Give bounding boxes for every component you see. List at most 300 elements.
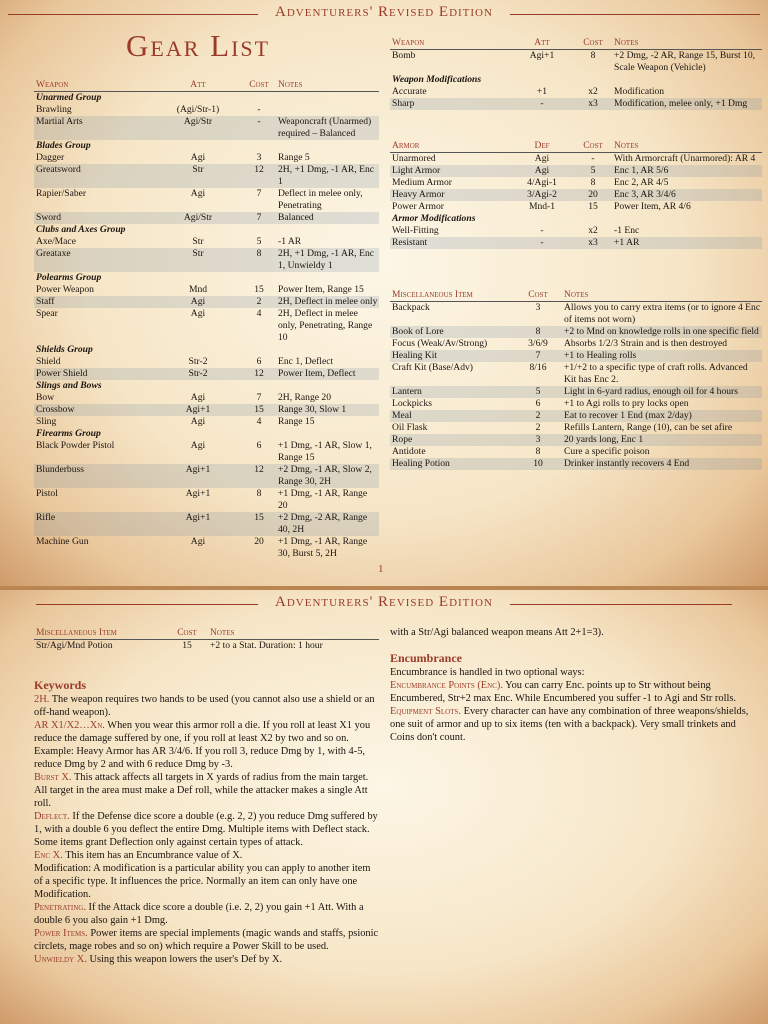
attribute-value: - (540, 225, 544, 236)
encumbrance-intro: Encumbrance is handled in two optional ways: (390, 667, 585, 678)
running-title: Adventurers' Revised Edition (275, 4, 493, 20)
group-label: Slings and Bows (36, 380, 102, 391)
group-heading (390, 213, 762, 225)
notes-value: Cure a specific poison (564, 446, 650, 457)
keyword-description: Every character can have any combination of three weapons/shields, one suit of armor and up to six items (ten with a backpack). Very small trinkets and Coins don't count. (390, 706, 749, 743)
item-name: Accurate (392, 86, 427, 97)
item-name: Lockpicks (392, 398, 432, 409)
table-header-row (390, 36, 762, 50)
table-header-row (390, 139, 762, 153)
notes-value: Range 15 (278, 416, 315, 427)
notes-value: +1 Dmg, -1 AR, Range 30, Burst 5, 2H (278, 536, 368, 559)
column-header: Armor (392, 141, 420, 151)
item-name: Sling (36, 416, 57, 427)
column-header: Cost (177, 628, 197, 638)
cost-value: 3 (256, 152, 262, 163)
notes-value: +1 AR (614, 237, 640, 248)
notes-value: Enc 3, AR 3/4/6 (614, 189, 676, 200)
group-heading (34, 92, 379, 104)
notes-value: +2 Dmg, -2 AR, Range 40, 2H (278, 512, 368, 535)
armor-table (390, 139, 762, 249)
table-row (34, 212, 379, 224)
keyword-term: Penetrating. (34, 902, 86, 913)
item-name: Sharp (392, 98, 415, 109)
page-number: 1 (378, 563, 384, 575)
attribute-value: Agi (190, 392, 206, 403)
cost-value: 15 (254, 284, 264, 295)
group-label: Clubs and Axes Group (36, 224, 126, 235)
notes-value: 2H, +1 Dmg, -1 AR, Enc 1 (278, 164, 375, 187)
column-header: Att (534, 38, 550, 48)
cost-value: 3/6/9 (528, 338, 548, 349)
notes-value: Power Item, Deflect (278, 368, 356, 379)
keyword-term: Enc X. (34, 850, 63, 861)
spacer (390, 639, 760, 651)
encumbrance-section (390, 626, 760, 744)
cost-value: x3 (588, 237, 598, 248)
notes-value: Weaponcraft (Unarmed) required – Balanced (278, 116, 372, 139)
item-name: Bow (36, 392, 55, 403)
item-name: Medium Armor (392, 177, 452, 188)
column-header: Cost (583, 38, 603, 48)
notes-value: With Armorcraft (Unarmored): AR 4 (614, 153, 756, 164)
column-header: Notes (278, 80, 303, 90)
notes-value: Enc 2, AR 4/5 (614, 177, 669, 188)
cost-value: 3 (535, 434, 541, 445)
item-name: Oil Flask (392, 422, 428, 433)
table-row (390, 386, 762, 398)
cost-value: 5 (590, 165, 596, 176)
column-header: Cost (528, 290, 548, 300)
cost-value: 2 (256, 296, 262, 307)
cost-value: 6 (256, 440, 262, 451)
cost-value: 15 (254, 404, 264, 415)
table-row (34, 368, 379, 380)
item-name: Well-Fitting (392, 225, 439, 236)
keyword-description: This item has an Encumbrance value of X. (62, 850, 243, 861)
attribute-value: Agi (190, 416, 206, 427)
cost-value: 4 (256, 308, 262, 319)
running-header-2 (0, 594, 768, 614)
keyword-entry (34, 953, 380, 966)
keyword-entry (34, 849, 380, 862)
table-row (34, 464, 379, 488)
attribute-value: Agi+1 (185, 464, 211, 475)
cost-value: 20 (588, 189, 598, 200)
table-row (34, 416, 379, 428)
table-row (390, 398, 762, 410)
item-name: Staff (36, 296, 55, 307)
cost-value: x2 (588, 225, 598, 236)
table-header-row (34, 626, 379, 640)
keyword-description: This attack affects all targets in X yards of radius from the main target. All target in the area must make a Def roll, while the attacker makes a single Att roll. (34, 772, 369, 809)
keyword-entry (34, 719, 380, 745)
attribute-value: Mnd (188, 284, 208, 295)
item-name: Heavy Armor (392, 189, 445, 200)
cost-value: 15 (182, 640, 192, 651)
misc-items-table (390, 288, 762, 470)
attribute-value: Agi/Str (183, 116, 213, 127)
table-row (390, 326, 762, 338)
notes-value: +1 to Healing rolls (564, 350, 637, 361)
table-row (390, 410, 762, 422)
attribute-value: Agi+1 (185, 512, 211, 523)
item-name: Craft Kit (Base/Adv) (392, 362, 473, 373)
cost-value: 15 (254, 512, 264, 523)
attribute-value: +1 (536, 86, 548, 97)
keyword-entry (34, 771, 380, 810)
table-row (390, 434, 762, 446)
attribute-value: (Agi/Str-1) (176, 104, 220, 115)
cost-value: 5 (256, 236, 262, 247)
notes-value: Drinker instantly recovers 4 End (564, 458, 690, 469)
item-name: Antidote (392, 446, 426, 457)
keyword-entry (34, 927, 380, 953)
attribute-value: Agi (190, 308, 206, 319)
notes-value: -1 AR (278, 236, 302, 247)
keyword-description: Modification: A modification is a particular ability you can apply to another item of a specific type. It influences the price. Normally an item can only have one Modification. (34, 863, 371, 900)
keyword-term: Encumbrance Points (Enc). (390, 680, 503, 691)
running-title: Adventurers' Revised Edition (275, 594, 493, 610)
item-name: Greatsword (36, 164, 81, 175)
table-row (390, 422, 762, 434)
column-header: Notes (614, 141, 639, 151)
column-header: Weapon (392, 38, 425, 48)
attribute-value: - (540, 237, 544, 248)
table-row (34, 440, 379, 464)
cost-value: - (257, 116, 261, 127)
attribute-value: - (540, 98, 544, 109)
column-header: Notes (564, 290, 589, 300)
table-row (390, 177, 762, 189)
notes-value: Light in 6-yard radius, enough oil for 4 hours (564, 386, 738, 397)
keyword-description: When you wear this armor roll a die. If you roll at least X1 you reduce the damage suffered by one, if you roll at least X2 by two and so on. (34, 720, 371, 744)
column-header: Weapon (36, 80, 69, 90)
encumbrance-rule (390, 705, 760, 744)
weapons-table (34, 78, 379, 560)
notes-value: Eat to recover 1 End (max 2/day) (564, 410, 692, 421)
group-label: Armor Modifications (392, 213, 476, 224)
notes-value: 2H, Deflect in melee only (278, 296, 378, 307)
keyword-entry (34, 901, 380, 927)
attribute-value: Agi (190, 440, 206, 451)
notes-value: Range 5 (278, 152, 310, 163)
cost-value: 6 (256, 356, 262, 367)
notes-value: +1 to Agi rolls to pry locks open (564, 398, 689, 409)
keyword-description: Using this weapon lowers the user's Def by X. (86, 954, 283, 965)
table-row (34, 512, 379, 536)
attribute-value: 3/Agi-2 (527, 189, 557, 200)
keywords-section (34, 678, 380, 966)
notes-value: Enc 1, Deflect (278, 356, 334, 367)
table-row (390, 302, 762, 326)
cost-value: 2 (535, 422, 541, 433)
table-row (390, 338, 762, 350)
group-label: Shields Group (36, 344, 93, 355)
table-row (390, 201, 762, 213)
table-row (390, 362, 762, 386)
right-weapons-table (390, 36, 762, 110)
table-row (34, 188, 379, 212)
column-header: Miscellaneous Item (392, 290, 473, 300)
table-row (34, 152, 379, 164)
notes-value: 2H, Deflect in melee only, Penetrating, Range 10 (278, 308, 373, 343)
keyword-term: Equipment Slots. (390, 706, 461, 717)
keyword-term: Power Items. (34, 928, 88, 939)
notes-value: +1 Dmg, -1 AR, Range 20 (278, 488, 368, 511)
column-header: Att (190, 80, 206, 90)
group-heading (34, 344, 379, 356)
notes-value: 2H, Range 20 (278, 392, 332, 403)
item-name: Healing Kit (392, 350, 438, 361)
table-row (390, 86, 762, 98)
group-heading (34, 224, 379, 236)
column-header: Cost (583, 141, 603, 151)
attribute-value: Agi (534, 153, 550, 164)
notes-value: Enc 1, AR 5/6 (614, 165, 669, 176)
page-title: Gear List (126, 28, 271, 63)
table-row (390, 446, 762, 458)
notes-value: 2H, +1 Dmg, -1 AR, Enc 1, Unwieldy 1 (278, 248, 375, 271)
continued-text: with a Str/Agi balanced weapon means Att 2+1=3). (390, 627, 604, 638)
header-rule-right (510, 604, 732, 605)
group-label: Unarmed Group (36, 92, 102, 103)
notes-value: -1 Enc (614, 225, 640, 236)
cost-value: 7 (256, 392, 262, 403)
table-row (390, 237, 762, 249)
cost-value: 8 (535, 446, 541, 457)
notes-value: Absorbs 1/2/3 Strain and is then destroyed (564, 338, 728, 349)
item-name: Shield (36, 356, 61, 367)
table-row (34, 248, 379, 272)
attribute-value: Agi+1 (185, 488, 211, 499)
keyword-term: AR X1/X2…Xn. (34, 720, 105, 731)
cost-value: 10 (533, 458, 543, 469)
item-name: Spear (36, 308, 58, 319)
item-name: Axe/Mace (36, 236, 76, 247)
keyword-term: Unwieldy X. (34, 954, 87, 965)
attribute-value: Agi (534, 165, 550, 176)
item-name: Dagger (36, 152, 65, 163)
column-header: Def (534, 141, 550, 151)
group-label: Weapon Modifications (392, 74, 482, 85)
keyword-entry (34, 810, 380, 849)
table-row (390, 225, 762, 237)
item-name: Backpack (392, 302, 430, 313)
notes-value: +2 to Mnd on knowledge rolls in one specific field (564, 326, 759, 337)
cost-value: 8/16 (529, 362, 547, 373)
attribute-value: Str-2 (188, 356, 208, 367)
item-name: Str/Agi/Mnd Potion (36, 640, 113, 651)
notes-value: +2 to a Stat. Duration: 1 hour (210, 640, 323, 651)
notes-value: Allows you to carry extra items (or to ignore 4 Enc of items not worn) (564, 302, 761, 325)
column-header: Cost (249, 80, 269, 90)
keyword-description: Power items are special implements (magic wands and staffs, psionic circlets, mage robes and so on) which require a Power Skill to be used. (34, 928, 379, 952)
group-heading (34, 140, 379, 152)
keyword-description: Example: Heavy Armor has AR 3/4/6. If you roll 3, reduce Dmg by 1, with 4-5, reduce Dmg by 2 and with 6 reduce Dmg by -3. (34, 746, 365, 770)
group-heading (34, 272, 379, 284)
item-name: Power Shield (36, 368, 88, 379)
attribute-value: Agi (190, 536, 206, 547)
column-header: Notes (614, 38, 639, 48)
notes-value: +2 Dmg, -1 AR, Slow 2, Range 30, 2H (278, 464, 372, 487)
item-name: Brawling (36, 104, 72, 115)
group-heading (390, 74, 762, 86)
item-name: Light Armor (392, 165, 441, 176)
group-heading (34, 428, 379, 440)
attribute-value: Agi/Str (183, 212, 213, 223)
header-rule-right (510, 14, 760, 15)
notes-value: Range 30, Slow 1 (278, 404, 347, 415)
cost-value: 8 (256, 488, 262, 499)
attribute-value: Agi (190, 152, 206, 163)
notes-value (276, 104, 379, 116)
table-row (34, 488, 379, 512)
table-row (34, 536, 379, 560)
keyword-entry (34, 745, 380, 771)
item-name: Blunderbuss (36, 464, 84, 475)
table-header-row (390, 288, 762, 302)
notes-value: Modification (614, 86, 665, 97)
cost-value: 4 (256, 416, 262, 427)
cost-value: 8 (535, 326, 541, 337)
keyword-entry (34, 862, 380, 901)
cost-value: 7 (256, 188, 262, 199)
notes-value: Deflect in melee only, Penetrating (278, 188, 363, 211)
item-name: Bomb (392, 50, 416, 61)
cost-value: - (591, 153, 595, 164)
table-row (34, 284, 379, 296)
item-name: Resistant (392, 237, 428, 248)
attribute-value: Str (192, 248, 204, 259)
table-row (34, 116, 379, 140)
encumbrance-heading: Encumbrance (390, 651, 462, 665)
keyword-description: If the Defense dice score a double (e.g. 2, 2) you reduce Dmg suffered by 1, with a double 6 you deflect the entire Dmg. Multiple items with Deflect stack. Some items grant Deflection only against certain types of attack. (34, 811, 378, 848)
page-2 (0, 590, 768, 1024)
item-name: Book of Lore (392, 326, 444, 337)
table-row (34, 296, 379, 308)
keyword-term: 2H. (34, 694, 50, 705)
keyword-entry (34, 693, 380, 719)
table-row (390, 153, 762, 165)
attribute-value: Str-2 (188, 368, 208, 379)
cost-value: 8 (590, 177, 596, 188)
table-header-row (34, 78, 379, 92)
keyword-description: You can carry Enc. points up to Str without being Encumbered, Str+2 max Enc. While Encumbered you suffer -1 to Agi and Str rolls. (390, 680, 736, 704)
keyword-term: Burst X. (34, 772, 72, 783)
item-name: Focus (Weak/Av/Strong) (392, 338, 488, 349)
cost-value: - (257, 104, 261, 115)
table-row (34, 404, 379, 416)
item-name: Power Armor (392, 201, 444, 212)
notes-value: Balanced (278, 212, 314, 223)
cost-value: 3 (535, 302, 541, 313)
attribute-value: Agi (190, 296, 206, 307)
table-row (390, 189, 762, 201)
group-label: Polearms Group (36, 272, 102, 283)
attribute-value: Str (192, 236, 204, 247)
cost-value: 20 (254, 536, 264, 547)
item-name: Rifle (36, 512, 56, 523)
notes-value: Power Item, Range 15 (278, 284, 364, 295)
notes-value: Refills Lantern, Range (10), can be set afire (564, 422, 733, 433)
cost-value: 12 (254, 164, 264, 175)
item-name: Martial Arts (36, 116, 83, 127)
group-label: Blades Group (36, 140, 91, 151)
attribute-value: Agi+1 (185, 404, 211, 415)
table-row (34, 640, 379, 652)
cost-value: 5 (535, 386, 541, 397)
cost-value: 12 (254, 368, 264, 379)
running-header (0, 4, 768, 24)
table-row (390, 165, 762, 177)
table-row (34, 308, 379, 344)
cost-value: 8 (256, 248, 262, 259)
cost-value: 6 (535, 398, 541, 409)
cost-value: 2 (535, 410, 541, 421)
encumbrance-rule (390, 679, 760, 705)
table-row (34, 104, 379, 116)
attribute-value: 4/Agi-1 (527, 177, 557, 188)
keyword-description: The weapon requires two hands to be used (you cannot also use a shield or an off-hand weapon). (34, 694, 375, 718)
keyword-term: Deflect. (34, 811, 70, 822)
item-name: Crossbow (36, 404, 75, 415)
item-name: Unarmored (392, 153, 436, 164)
item-name: Machine Gun (36, 536, 89, 547)
keyword-description: If the Attack dice score a double (i.e. 2, 2) you gain +1 Att. With a double 6 you also gain +1 Dmg. (34, 902, 364, 926)
notes-value: +1 Dmg, -1 AR, Slow 1, Range 15 (278, 440, 372, 463)
misc-items-table-2 (34, 626, 379, 652)
attribute-value: Mnd-1 (528, 201, 556, 212)
table-row (390, 458, 762, 470)
group-label: Firearms Group (36, 428, 101, 439)
table-row (34, 236, 379, 248)
notes-value: +1/+2 to a specific type of craft rolls. Advanced Kit has Enc 2. (564, 362, 748, 385)
table-row (34, 356, 379, 368)
item-name: Greataxe (36, 248, 71, 259)
group-heading (34, 380, 379, 392)
attribute-value: Agi (190, 188, 206, 199)
table-row (34, 392, 379, 404)
item-name: Power Weapon (36, 284, 94, 295)
item-name: Rope (392, 434, 413, 445)
column-header: Miscellaneous Item (36, 628, 117, 638)
cost-value: 7 (256, 212, 262, 223)
item-name: Rapier/Saber (36, 188, 87, 199)
notes-value: 20 yards long, Enc 1 (564, 434, 644, 445)
table-row (390, 50, 762, 74)
table-row (390, 98, 762, 110)
cost-value: x3 (588, 98, 598, 109)
cost-value: 12 (254, 464, 264, 475)
cost-value: 7 (535, 350, 541, 361)
item-name: Sword (36, 212, 62, 223)
cost-value: 8 (590, 50, 596, 61)
notes-value: +2 Dmg, -2 AR, Range 15, Burst 10, Scale Weapon (Vehicle) (614, 50, 756, 73)
keywords-heading: Keywords (34, 678, 86, 692)
notes-value: Modification, melee only, +1 Dmg (614, 98, 748, 109)
item-name: Lantern (392, 386, 422, 397)
table-row (390, 350, 762, 362)
table-row (34, 164, 379, 188)
attribute-value: Str (192, 164, 204, 175)
attribute-value: Agi+1 (529, 50, 555, 61)
cost-value: x2 (588, 86, 598, 97)
notes-value: Power Item, AR 4/6 (614, 201, 691, 212)
item-name: Pistol (36, 488, 58, 499)
item-name: Black Powder Pistol (36, 440, 115, 451)
item-name: Meal (392, 410, 412, 421)
